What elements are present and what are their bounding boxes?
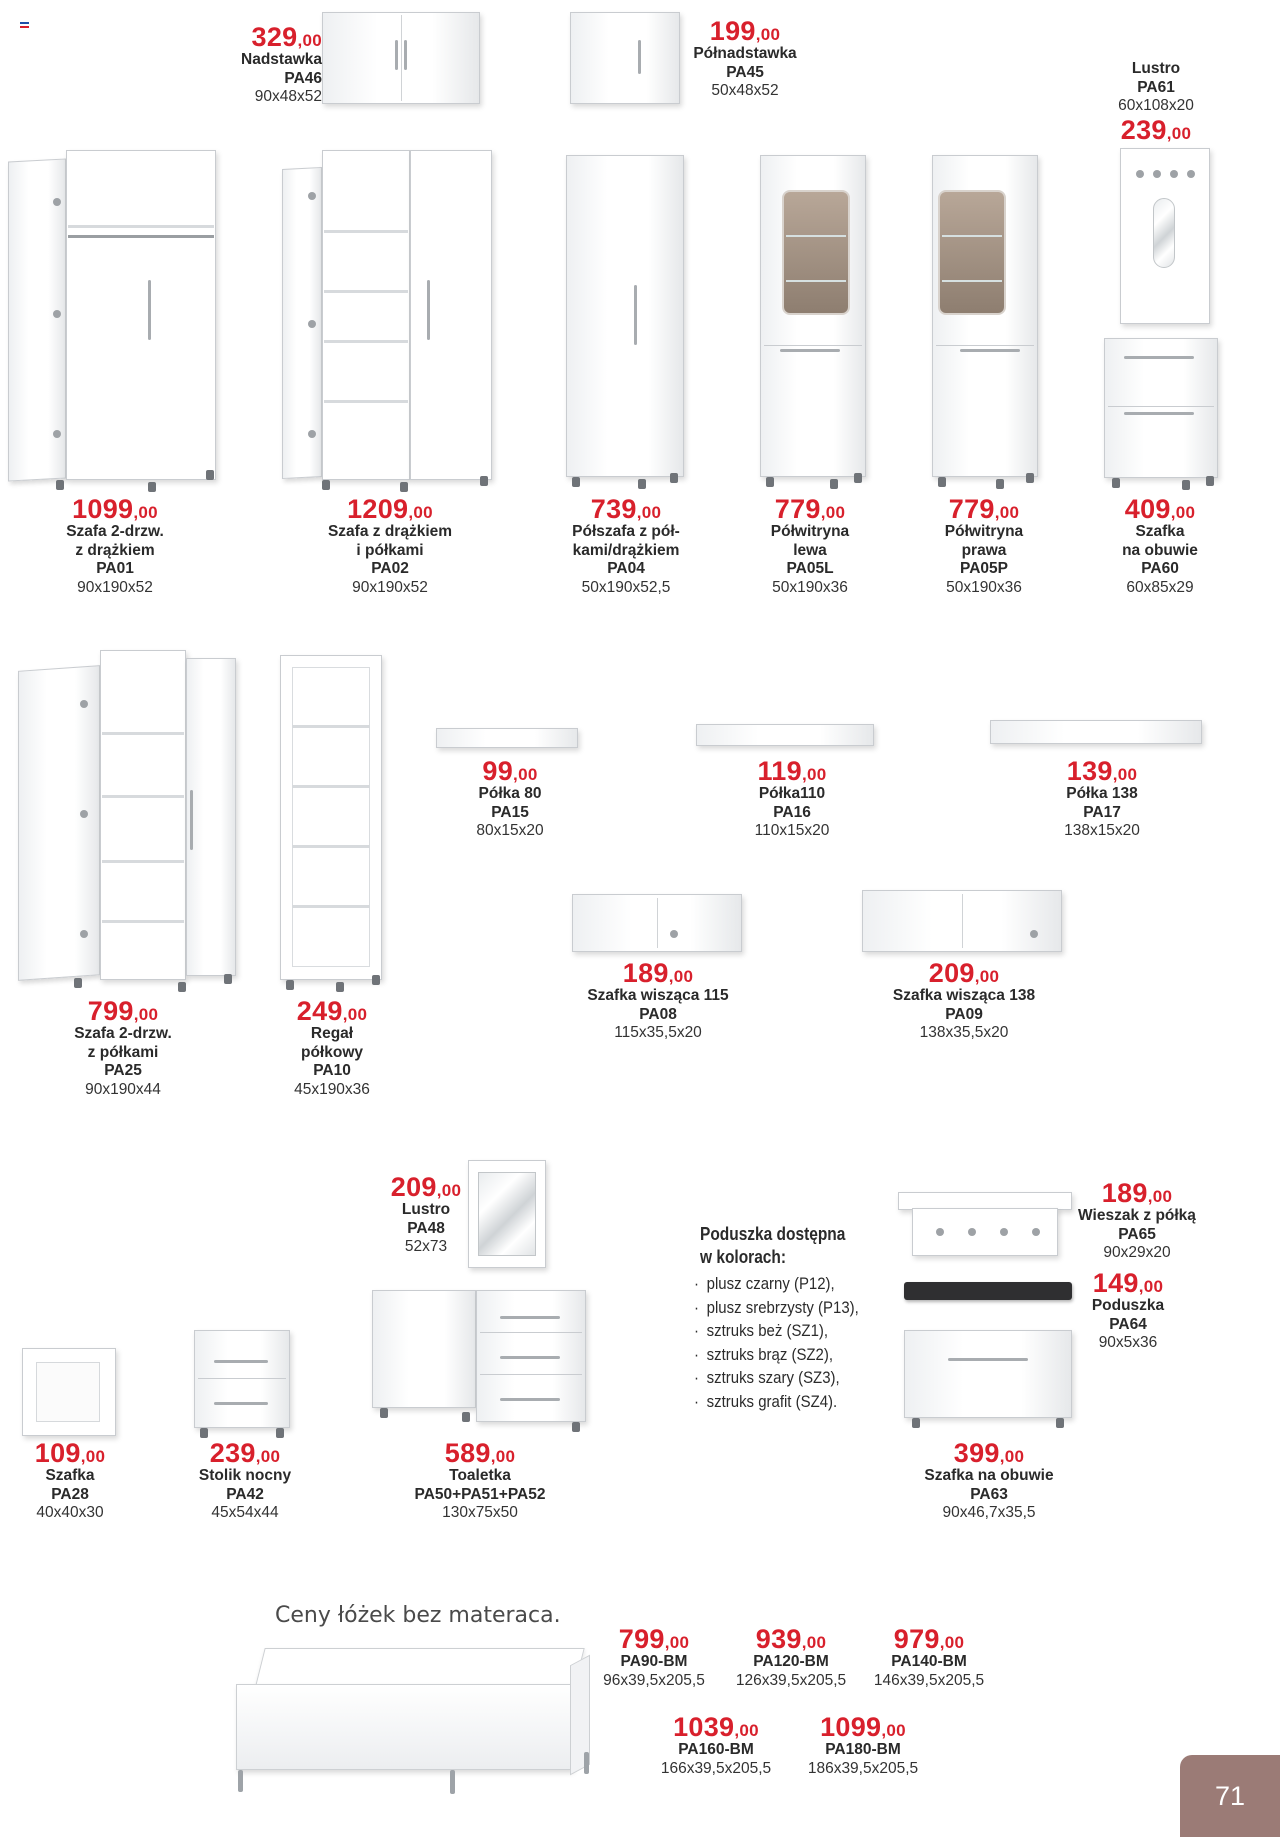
price-pa16: 119,00: [757, 756, 827, 786]
name-pa48: Lustro: [401, 1201, 451, 1218]
name-pa46: Nadstawka: [241, 51, 322, 68]
product-pa180: [798, 1714, 928, 1778]
code-pa64: PA64: [1109, 1315, 1147, 1333]
dim-pa65: 90x29x20: [1103, 1244, 1171, 1262]
dim-pa05l: 50x190x36: [772, 578, 848, 596]
name-pa05p-line1: Półwitryna: [944, 523, 1024, 540]
name-pa01-line1: Szafa 2-drzw.: [66, 523, 164, 540]
code-pa48: PA48: [407, 1219, 445, 1237]
price-pa05p: 779,00: [948, 494, 1020, 524]
cushion-colors-title-line1: Poduszka dostępna: [700, 1224, 846, 1244]
product-image-pa50: [372, 1290, 590, 1430]
price-pa25: 799,00: [87, 996, 159, 1026]
page-number: 71: [1180, 1755, 1280, 1837]
product-pa15: [450, 758, 570, 841]
list-item: · sztruks grafit (SZ4).: [694, 1390, 859, 1414]
name-pa02-line1: Szafa z drążkiem: [327, 523, 453, 540]
dim-pa42: 45x54x44: [211, 1504, 279, 1522]
product-pa28: [10, 1440, 130, 1523]
cushion-colors-list: [694, 1272, 859, 1413]
price-pa90: 799,00: [618, 1624, 690, 1654]
product-image-pa25: [18, 650, 236, 990]
product-image-pa02: [282, 150, 494, 490]
code-pa45: PA45: [726, 63, 764, 81]
dim-pa17: 138x15x20: [1064, 822, 1140, 840]
code-pa17: PA17: [1083, 803, 1121, 821]
product-pa140: [864, 1626, 994, 1690]
product-image-pa17: [990, 720, 1202, 748]
name-pa60-line2: na obuwie: [1122, 541, 1198, 559]
list-item: · sztruks szary (SZ3),: [694, 1366, 859, 1390]
product-image-pa60: [1104, 338, 1222, 488]
name-pa01-line2: z drążkiem: [75, 541, 155, 559]
name-pa02-line2: i półkami: [356, 541, 424, 559]
name-pa04-line2: kami/drążkiem: [572, 541, 680, 559]
dim-pa05p: 50x190x36: [946, 578, 1022, 596]
name-pa05l-line2: lewa: [793, 541, 827, 559]
product-image-pa28: [22, 1348, 118, 1440]
price-pa28: 109,00: [34, 1438, 106, 1468]
code-pa15: PA15: [491, 803, 529, 821]
price-pa63: 399,00: [953, 1438, 1025, 1468]
dim-pa09: 138x35,5x20: [919, 1024, 1009, 1042]
price-pa120: 939,00: [755, 1624, 827, 1654]
price-pa01: 1099,00: [72, 494, 158, 524]
product-pa63: [904, 1440, 1074, 1523]
price-pa42: 239,00: [209, 1438, 281, 1468]
product-image-pa46: [322, 12, 480, 104]
product-pa160: [651, 1714, 781, 1778]
product-image-pa42: [194, 1330, 292, 1442]
product-pa02: [310, 496, 470, 597]
dim-pa64: 90x5x36: [1098, 1334, 1158, 1352]
product-pa46: [222, 24, 322, 107]
dim-pa01: 90x190x52: [77, 578, 153, 596]
product-image-pa05l: [760, 155, 870, 485]
price-pa45: 199,00: [709, 16, 781, 46]
name-pa10-line1: Regał: [310, 1025, 354, 1042]
name-pa05p-line2: prawa: [961, 541, 1007, 559]
price-pa64: 149,00: [1092, 1268, 1164, 1298]
name-pa09: Szafka wisząca 138: [892, 987, 1036, 1004]
price-pa46: 329,00: [251, 22, 322, 52]
dim-pa10: 45x190x36: [294, 1080, 370, 1098]
price-pa10: 249,00: [296, 996, 368, 1026]
name-pa61: Lustro: [1131, 60, 1181, 77]
dim-pa50: 130x75x50: [442, 1504, 518, 1522]
price-pa50: 589,00: [444, 1438, 516, 1468]
code-pa09: PA09: [945, 1005, 983, 1023]
price-pa48: 209,00: [390, 1172, 462, 1202]
dim-pa61: 60x108x20: [1118, 97, 1194, 115]
code-pa120: PA120-BM: [753, 1653, 829, 1670]
price-pa180: 1099,00: [820, 1712, 906, 1742]
price-pa02: 1209,00: [347, 494, 433, 524]
code-pa08: PA08: [639, 1005, 677, 1023]
code-pa42: PA42: [226, 1485, 264, 1503]
name-pa25-line1: Szafa 2-drzw.: [74, 1025, 172, 1042]
dim-pa120: 126x39,5x205,5: [735, 1671, 847, 1689]
product-image-pa48: [468, 1160, 548, 1270]
dim-pa160: 166x39,5x205,5: [660, 1759, 772, 1777]
price-pa140: 979,00: [893, 1624, 965, 1654]
dim-pa16: 110x15x20: [754, 822, 830, 840]
code-pa25: PA25: [104, 1062, 142, 1080]
product-image-pa04: [566, 155, 686, 485]
product-pa65: [1070, 1180, 1204, 1263]
dim-pa46: 90x48x52: [254, 88, 322, 106]
dim-pa180: 186x39,5x205,5: [807, 1759, 919, 1777]
dim-pa04: 50x190x52,5: [581, 578, 671, 596]
dim-pa08: 115x35,5x20: [614, 1024, 702, 1042]
product-image-pa16: [696, 724, 874, 750]
name-pa04-line1: Półszafa z pół-: [572, 523, 680, 540]
name-pa65: Wieszak z półką: [1078, 1207, 1196, 1224]
price-pa09: 209,00: [928, 958, 1000, 988]
list-item: · plusz srebrzysty (P13),: [694, 1296, 859, 1320]
name-pa15: Półka 80: [478, 785, 542, 802]
dim-pa140: 146x39,5x205,5: [873, 1671, 985, 1689]
product-image-pa01: [8, 150, 218, 490]
list-item: · plusz czarny (P12),: [694, 1272, 859, 1296]
price-pa160: 1039,00: [673, 1712, 759, 1742]
price-pa15: 99,00: [482, 756, 538, 786]
product-image-bed: [228, 1648, 608, 1808]
price-pa08: 189,00: [622, 958, 694, 988]
product-image-pa09: [862, 890, 1064, 954]
product-pa42: [180, 1440, 310, 1523]
code-pa63: PA63: [970, 1485, 1008, 1503]
name-pa10-line2: półkowy: [300, 1043, 363, 1061]
code-pa01: PA01: [96, 560, 134, 578]
dim-pa60: 60x85x29: [1126, 578, 1194, 596]
code-pa16: PA16: [773, 803, 811, 821]
flag-icon: [20, 22, 29, 28]
name-pa16: Półka110: [758, 785, 826, 802]
code-pa65: PA65: [1118, 1225, 1156, 1243]
product-pa61: [1106, 60, 1206, 144]
product-image-pa65: [898, 1192, 1074, 1260]
code-pa10: PA10: [313, 1062, 351, 1080]
code-pa50: PA50+PA51+PA52: [414, 1485, 546, 1503]
product-image-pa64: [904, 1282, 1074, 1304]
price-pa61: 239,00: [1120, 114, 1192, 145]
code-pa02: PA02: [371, 560, 409, 578]
name-pa42: Stolik nocny: [198, 1467, 292, 1484]
name-pa50: Toaletka: [449, 1467, 511, 1484]
code-pa61: PA61: [1137, 78, 1175, 96]
product-image-pa45: [570, 12, 680, 104]
product-pa90: [594, 1626, 714, 1690]
code-pa05l: PA05L: [786, 560, 834, 578]
price-pa65: 189,00: [1101, 1178, 1173, 1208]
product-pa25: [53, 998, 193, 1099]
list-item: · sztruks brąz (SZ2),: [694, 1343, 859, 1367]
product-image-pa61: [1120, 148, 1210, 324]
name-pa17: Półka 138: [1066, 785, 1138, 802]
product-image-pa05p: [932, 155, 1042, 485]
product-pa16: [732, 758, 852, 841]
product-image-pa63: [904, 1330, 1076, 1430]
dim-pa25: 90x190x44: [85, 1080, 161, 1098]
name-pa64: Poduszka: [1091, 1297, 1165, 1314]
price-pa05l: 779,00: [774, 494, 846, 524]
product-image-pa08: [572, 894, 744, 954]
product-pa09: [874, 960, 1054, 1043]
beds-note: Ceny łóżek bez materaca.: [275, 1603, 561, 1628]
name-pa28: Szafka: [45, 1467, 95, 1484]
cushion-colors-title: [700, 1223, 845, 1270]
product-pa50: [400, 1440, 560, 1523]
dim-pa48: 52x73: [404, 1238, 448, 1256]
name-pa60-line1: Szafka: [1135, 523, 1185, 540]
code-pa180: PA180-BM: [825, 1741, 901, 1758]
dim-pa28: 40x40x30: [36, 1504, 104, 1522]
product-image-pa15: [436, 728, 578, 750]
name-pa05l-line1: Półwitryna: [770, 523, 850, 540]
product-pa64: [1076, 1270, 1180, 1353]
code-pa60: PA60: [1141, 560, 1179, 578]
code-pa90: PA90-BM: [620, 1653, 688, 1670]
product-pa05p: [924, 496, 1044, 597]
dim-pa90: 96x39,5x205,5: [603, 1671, 705, 1689]
code-pa28: PA28: [51, 1485, 89, 1503]
list-item: · sztruks beż (SZ1),: [694, 1319, 859, 1343]
dim-pa45: 50x48x52: [711, 82, 779, 100]
product-pa120: [726, 1626, 856, 1690]
code-pa140: PA140-BM: [891, 1653, 967, 1670]
code-pa04: PA04: [607, 560, 645, 578]
product-pa10: [272, 998, 392, 1099]
product-pa01: [45, 496, 185, 597]
name-pa45: Półnadstawka: [693, 45, 797, 62]
product-pa08: [568, 960, 748, 1043]
product-image-pa10: [280, 655, 390, 990]
code-pa46: PA46: [284, 69, 322, 87]
name-pa25-line2: z półkami: [87, 1043, 159, 1061]
dim-pa02: 90x190x52: [352, 578, 428, 596]
product-pa60: [1100, 496, 1220, 597]
product-pa04: [555, 496, 697, 597]
price-pa17: 139,00: [1066, 756, 1138, 786]
code-pa05p: PA05P: [960, 560, 1008, 578]
cushion-colors-title-line2: w kolorach:: [700, 1247, 787, 1268]
code-pa160: PA160-BM: [678, 1741, 754, 1758]
dim-pa63: 90x46,7x35,5: [942, 1504, 1036, 1522]
product-pa48: [382, 1174, 470, 1257]
dim-pa15: 80x15x20: [476, 822, 544, 840]
name-pa08: Szafka wisząca 115: [587, 987, 729, 1004]
product-pa17: [1042, 758, 1162, 841]
product-pa45: [684, 18, 806, 101]
price-pa04: 739,00: [590, 494, 662, 524]
product-pa05l: [750, 496, 870, 597]
name-pa63: Szafka na obuwie: [924, 1467, 1054, 1484]
price-pa60: 409,00: [1124, 494, 1196, 524]
